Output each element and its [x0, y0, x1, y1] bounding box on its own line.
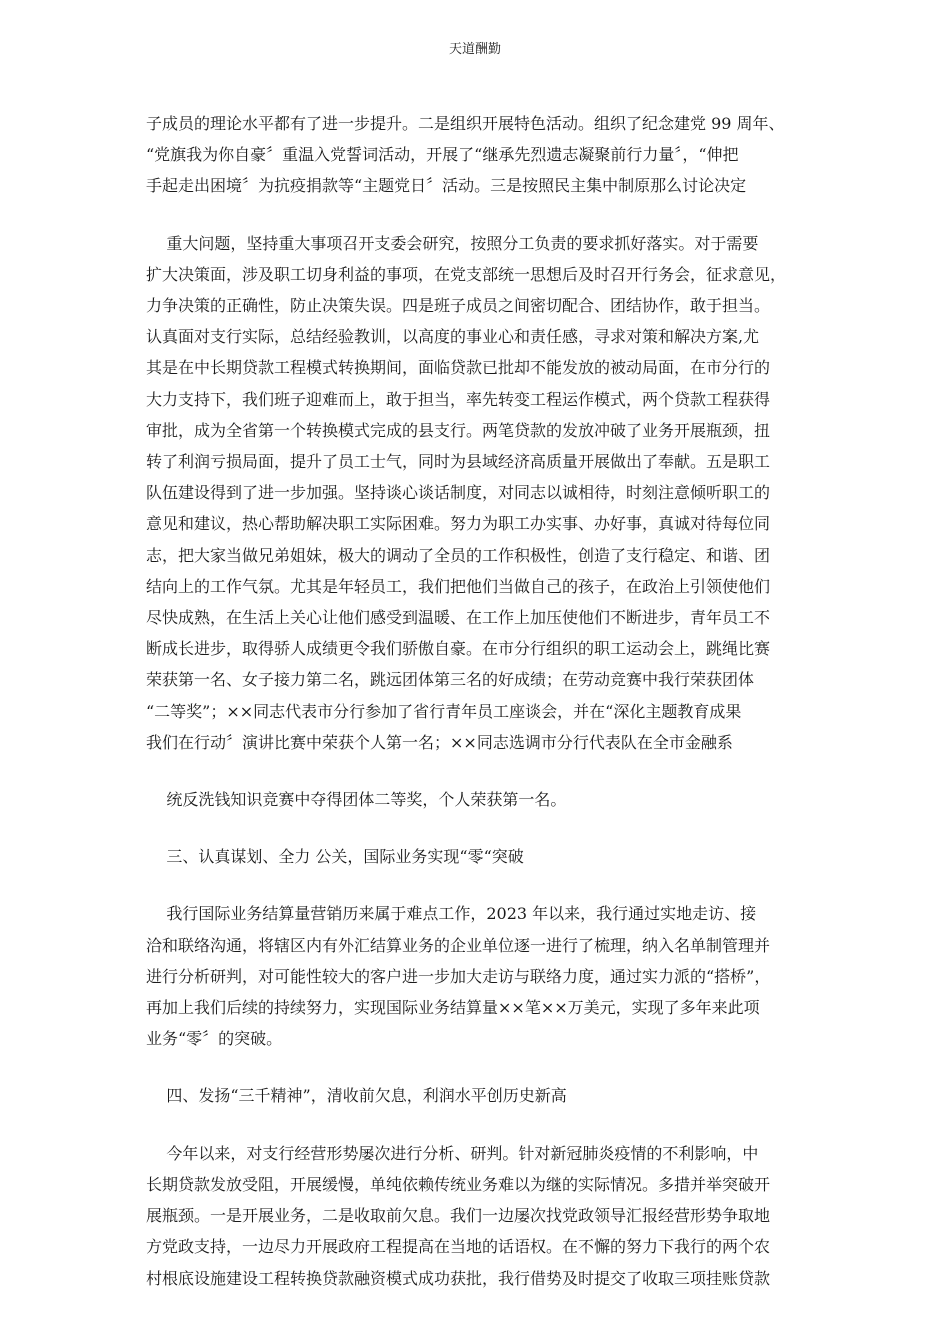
heading-line: 四、发扬“三千精神”，清收前欠息，利润水平创历史新高 — [146, 1086, 567, 1106]
text-line: 展瓶颈。一是开展业务，二是收取前欠息。我们一边屡次找党政领导汇报经营形势争取地 — [146, 1206, 771, 1226]
text-line: 意见和建议，热心帮助解决职工实际困难。努力为职工办实事、办好事，真诚对待每位同 — [146, 514, 771, 534]
text-line: 队伍建设得到了进一步加强。坚持谈心谈话制度，对同志以诚相待，时刻注意倾听职工的 — [146, 483, 771, 503]
text-line: 荣获第一名、女子接力第二名，跳远团体第三名的好成绩；在劳动竞赛中我行荣获团体 — [146, 670, 755, 690]
page-header-title: 天道酬勤 — [448, 42, 501, 57]
text-line: 重大问题，坚持重大事项召开支委会研究，按照分工负责的要求抓好落实。对于需要 — [146, 233, 759, 253]
text-line: “党旗我为你自豪〞重温入党誓词活动，开展了“继承先烈遗志凝聚前行力量〞，“伸把 — [146, 145, 739, 165]
text-line: 洽和联络沟通，将辖区内有外汇结算业务的企业单位逐一进行了梳理，纳入名单制管理并 — [146, 935, 771, 955]
text-line: 转了利润亏损局面，提升了员工士气，同时为县域经济高质量开展做出了奉献。五是职工 — [146, 452, 771, 472]
text-line: 审批，成为全省第一个转换模式完成的县支行。两笔贷款的发放冲破了业务开展瓶颈，扭 — [146, 420, 771, 440]
paragraph-5 — [146, 898, 806, 1054]
text-line: 扩大决策面，涉及职工切身利益的事项，在党支部统一思想后及时召开行务会，征求意见， — [146, 264, 787, 284]
text-line: 长期贷款发放受阻，开展缓慢，单纯依赖传统业务难以为继的实际情况。多措并举突破开 — [146, 1174, 771, 1194]
document-body — [146, 108, 806, 1294]
heading-line: 三、认真谋划、全力 公关，国际业务实现“零“突破 — [146, 847, 524, 867]
section-heading-3 — [146, 841, 806, 872]
text-line: 今年以来，对支行经营形势屡次进行分析、研判。针对新冠肺炎疫情的不利影响，中 — [146, 1143, 759, 1163]
section-heading-4 — [146, 1080, 806, 1111]
text-line: 我们在行动〞演讲比赛中荣获个人第一名；××同志选调市分行代表队在全市金融系 — [146, 732, 733, 752]
text-line: 我行国际业务结算量营销历来属于难点工作，2023 年以来，我行通过实地走访、接 — [146, 904, 757, 924]
text-line: 方党政支持，一边尽力开展政府工程提高在当地的话语权。在不懈的努力下我行的两个农 — [146, 1237, 771, 1257]
text-line: “二等奖”；××同志代表市分行参加了省行青年员工座谈会，并在“深化主题教育成果 — [146, 701, 742, 721]
text-line: 子成员的理论水平都有了进一步提升。二是组织开展特色活动。组织了纪念建党 99 周年、 — [146, 114, 785, 133]
text-line: 断成长进步，取得骄人成绩更令我们骄傲自豪。在市分行组织的职工运动会上，跳绳比赛 — [146, 639, 771, 659]
paragraph-7 — [146, 1138, 806, 1294]
text-line: 手起走出困境〞为抗疫捐款等“主题党日〞活动。三是按照民主集中制原那么讨论决定 — [146, 176, 747, 196]
text-line: 业务“零〞的突破。 — [146, 1029, 283, 1049]
text-line: 志，把大家当做兄弟姐妹，极大的调动了全员的工作积极性，创造了支行稳定、和谐、团 — [146, 545, 771, 565]
text-line: 其是在中长期贷款工程模式转换期间，面临贷款已批却不能发放的被动局面，在市分行的 — [146, 358, 771, 378]
text-line: 村根底设施建设工程转换贷款融资模式成功获批，我行借势及时提交了收取三项挂账贷款 — [146, 1268, 771, 1288]
text-line: 结向上的工作气氛。尤其是年轻员工，我们把他们当做自己的孩子，在政治上引领使他们 — [146, 576, 771, 596]
text-line: 进行分析研判，对可能性较大的客户进一步加大走访与联络力度，通过实力派的“搭桥”， — [146, 966, 771, 986]
text-line: 尽快成熟，在生活上关心让他们感受到温暖、在工作上加压使他们不断进步，青年员工不 — [146, 608, 771, 628]
paragraph-3 — [146, 784, 806, 815]
text-line: 力争决策的正确性，防止决策失误。四是班子成员之间密切配合、团结协作，敢于担当。 — [146, 296, 771, 316]
paragraph-1 — [146, 108, 806, 202]
text-line: 再加上我们后续的持续努力，实现国际业务结算量××笔××万美元，实现了多年来此项 — [146, 998, 760, 1018]
text-line: 大力支持下，我们班子迎难而上，敢于担当，率先转变工程运作模式，两个贷款工程获得 — [146, 389, 771, 409]
paragraph-2 — [146, 228, 806, 758]
text-line: 统反洗钱知识竞赛中夺得团体二等奖，个人荣获第一名。 — [146, 790, 567, 810]
text-line: 认真面对支行实际，总结经验教训，以高度的事业心和责任感，寻求对策和解决方案,尤 — [146, 327, 760, 347]
